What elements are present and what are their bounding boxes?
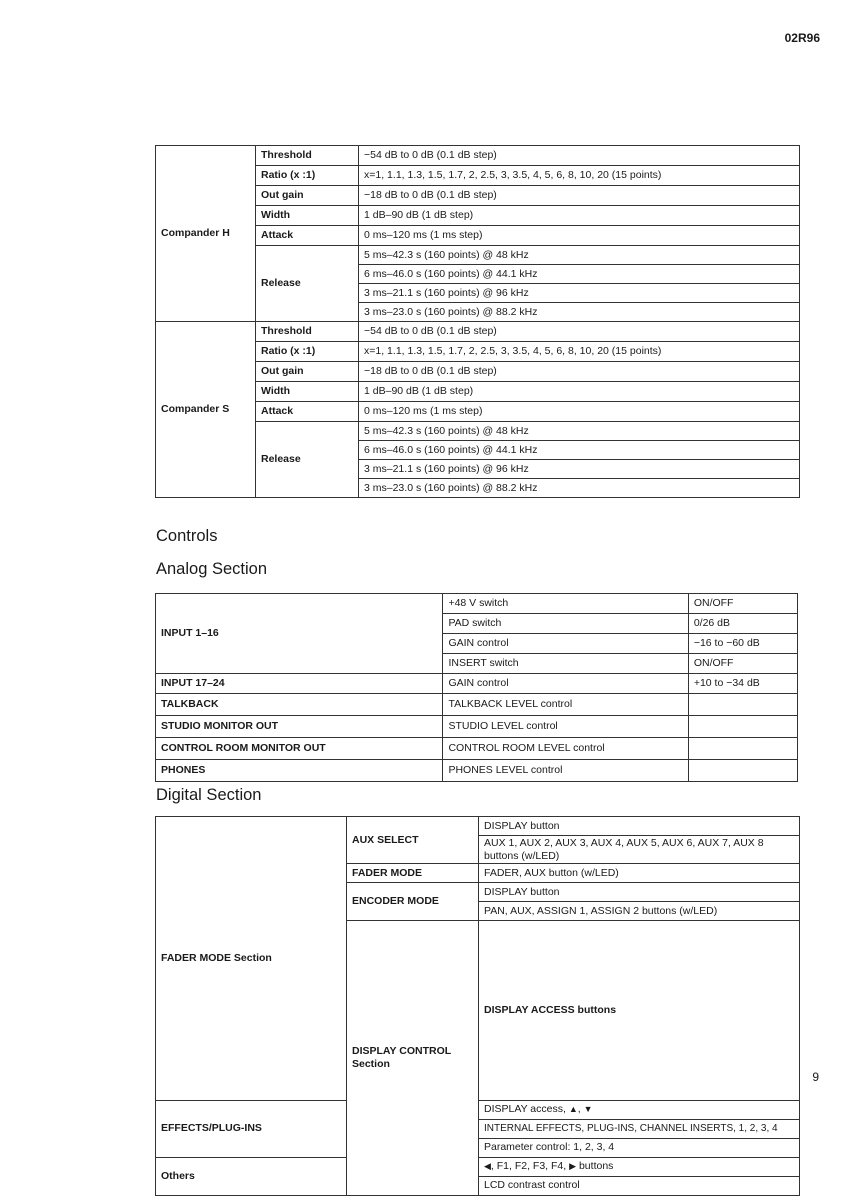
param-value: −18 dB to 0 dB (0.1 dB step) — [359, 186, 800, 206]
analog-section-heading: Analog Section — [156, 560, 267, 578]
studio-monitor-label: STUDIO MONITOR OUT — [156, 716, 443, 738]
others-label: Others — [156, 1157, 347, 1195]
table-row — [156, 322, 800, 342]
aux-select-label: AUX SELECT — [347, 817, 479, 864]
param-label: Threshold — [256, 322, 359, 342]
display-access-arrows: DISPLAY access, ▲, ▼ — [479, 1100, 800, 1119]
param-label: Width — [256, 206, 359, 226]
release-value: 6 ms–46.0 s (160 points) @ 44.1 kHz — [359, 441, 800, 460]
page-number: 9 — [812, 1070, 819, 1084]
table-row — [156, 674, 798, 694]
control-value: ON/OFF — [688, 594, 797, 614]
controls-heading: Controls — [156, 527, 218, 545]
fader-mode-section-label: FADER MODE Section — [156, 817, 347, 1101]
param-label: Out gain — [256, 186, 359, 206]
control-name: GAIN control — [443, 674, 688, 694]
talkback-label: TALKBACK — [156, 694, 443, 716]
release-value: 5 ms–42.3 s (160 points) @ 48 kHz — [359, 246, 800, 265]
param-value: 1 dB–90 dB (1 dB step) — [359, 206, 800, 226]
control-value — [688, 694, 797, 716]
table-row — [156, 594, 798, 614]
digital-section-heading: Digital Section — [156, 786, 262, 804]
release-label: Release — [256, 246, 359, 322]
table-row — [156, 146, 800, 166]
item-text: LCD contrast control — [479, 1176, 800, 1195]
effects-plugins-label: EFFECTS/PLUG-INS — [156, 1100, 347, 1157]
item-text: Parameter control: 1, 2, 3, 4 — [479, 1138, 800, 1157]
up-triangle-icon: ▲ — [568, 1104, 578, 1115]
table-row — [156, 760, 798, 782]
function-buttons-text: , F1, F2, F3, F4, — [490, 1160, 567, 1173]
control-value — [688, 738, 797, 760]
control-name: TALKBACK LEVEL control — [443, 694, 688, 716]
control-name: STUDIO LEVEL control — [443, 716, 688, 738]
function-buttons-suffix: buttons — [578, 1160, 614, 1173]
input-17-24-label: INPUT 17–24 — [156, 674, 443, 694]
item-text: INTERNAL EFFECTS, PLUG-INS, CHANNEL INSERTS, 1, 2, 3, 4 — [479, 1119, 800, 1138]
release-value: 3 ms–23.0 s (160 points) @ 88.2 kHz — [359, 479, 800, 498]
param-label: Ratio (x :1) — [256, 342, 359, 362]
item-text: FADER, AUX button (w/LED) — [479, 864, 800, 883]
release-label: Release — [256, 422, 359, 498]
fader-mode-label: FADER MODE — [347, 864, 479, 883]
table-row — [156, 817, 800, 836]
release-value: 3 ms–21.1 s (160 points) @ 96 kHz — [359, 284, 800, 303]
table-row — [156, 694, 798, 716]
release-value: 6 ms–46.0 s (160 points) @ 44.1 kHz — [359, 265, 800, 284]
param-value: 0 ms–120 ms (1 ms step) — [359, 226, 800, 246]
table-row — [156, 738, 798, 760]
control-name: INSERT switch — [443, 654, 688, 674]
param-value: x=1, 1.1, 1.3, 1.5, 1.7, 2, 2.5, 3, 3.5, 4, 5, 6, 8, 10, 20 (15 points) — [359, 342, 800, 362]
param-label: Attack — [256, 226, 359, 246]
param-label: Attack — [256, 402, 359, 422]
phones-label: PHONES — [156, 760, 443, 782]
param-value: −54 dB to 0 dB (0.1 dB step) — [359, 322, 800, 342]
display-access-label: DISPLAY ACCESS buttons — [479, 921, 800, 1100]
param-label: Width — [256, 382, 359, 402]
encoder-mode-label: ENCODER MODE — [347, 883, 479, 921]
param-label: Out gain — [256, 362, 359, 382]
param-label: Ratio (x :1) — [256, 166, 359, 186]
release-value: 3 ms–21.1 s (160 points) @ 96 kHz — [359, 460, 800, 479]
param-value: −54 dB to 0 dB (0.1 dB step) — [359, 146, 800, 166]
left-triangle-icon: ◀ — [484, 1161, 491, 1172]
display-control-section-label: DISPLAY CONTROL Section — [347, 921, 479, 1195]
control-value: 0/26 dB — [688, 614, 797, 634]
control-value — [688, 760, 797, 782]
item-text: PAN, AUX, ASSIGN 1, ASSIGN 2 buttons (w/LED) — [479, 902, 800, 921]
down-triangle-icon: ▼ — [583, 1104, 593, 1115]
compander-s-label: Compander S — [156, 322, 256, 498]
item-text: DISPLAY button — [479, 817, 800, 836]
control-name: PAD switch — [443, 614, 688, 634]
control-value: −16 to −60 dB — [688, 634, 797, 654]
table-row — [156, 716, 798, 738]
control-name: PHONES LEVEL control — [443, 760, 688, 782]
model-name: 02R96 — [784, 31, 820, 45]
compander-table — [155, 145, 800, 498]
display-access-prefix: DISPLAY access, — [484, 1103, 566, 1116]
analog-table — [155, 593, 798, 782]
right-triangle-icon: ▶ — [569, 1161, 577, 1172]
input-1-16-label: INPUT 1–16 — [156, 594, 443, 674]
compander-h-label: Compander H — [156, 146, 256, 322]
param-value: −18 dB to 0 dB (0.1 dB step) — [359, 362, 800, 382]
param-value: x=1, 1.1, 1.3, 1.5, 1.7, 2, 2.5, 3, 3.5, 4, 5, 6, 8, 10, 20 (15 points) — [359, 166, 800, 186]
control-name: +48 V switch — [443, 594, 688, 614]
control-value — [688, 716, 797, 738]
digital-table — [155, 816, 800, 1196]
release-value: 5 ms–42.3 s (160 points) @ 48 kHz — [359, 422, 800, 441]
param-label: Threshold — [256, 146, 359, 166]
param-value: 1 dB–90 dB (1 dB step) — [359, 382, 800, 402]
control-value: +10 to −34 dB — [688, 674, 797, 694]
item-text: AUX 1, AUX 2, AUX 3, AUX 4, AUX 5, AUX 6, AUX 7, AUX 8 buttons (w/LED) — [479, 836, 800, 864]
control-value: ON/OFF — [688, 654, 797, 674]
param-value: 0 ms–120 ms (1 ms step) — [359, 402, 800, 422]
control-name: GAIN control — [443, 634, 688, 654]
item-text: DISPLAY button — [479, 883, 800, 902]
release-value: 3 ms–23.0 s (160 points) @ 88.2 kHz — [359, 303, 800, 322]
control-room-monitor-label: CONTROL ROOM MONITOR OUT — [156, 738, 443, 760]
function-buttons — [479, 1157, 800, 1176]
control-name: CONTROL ROOM LEVEL control — [443, 738, 688, 760]
